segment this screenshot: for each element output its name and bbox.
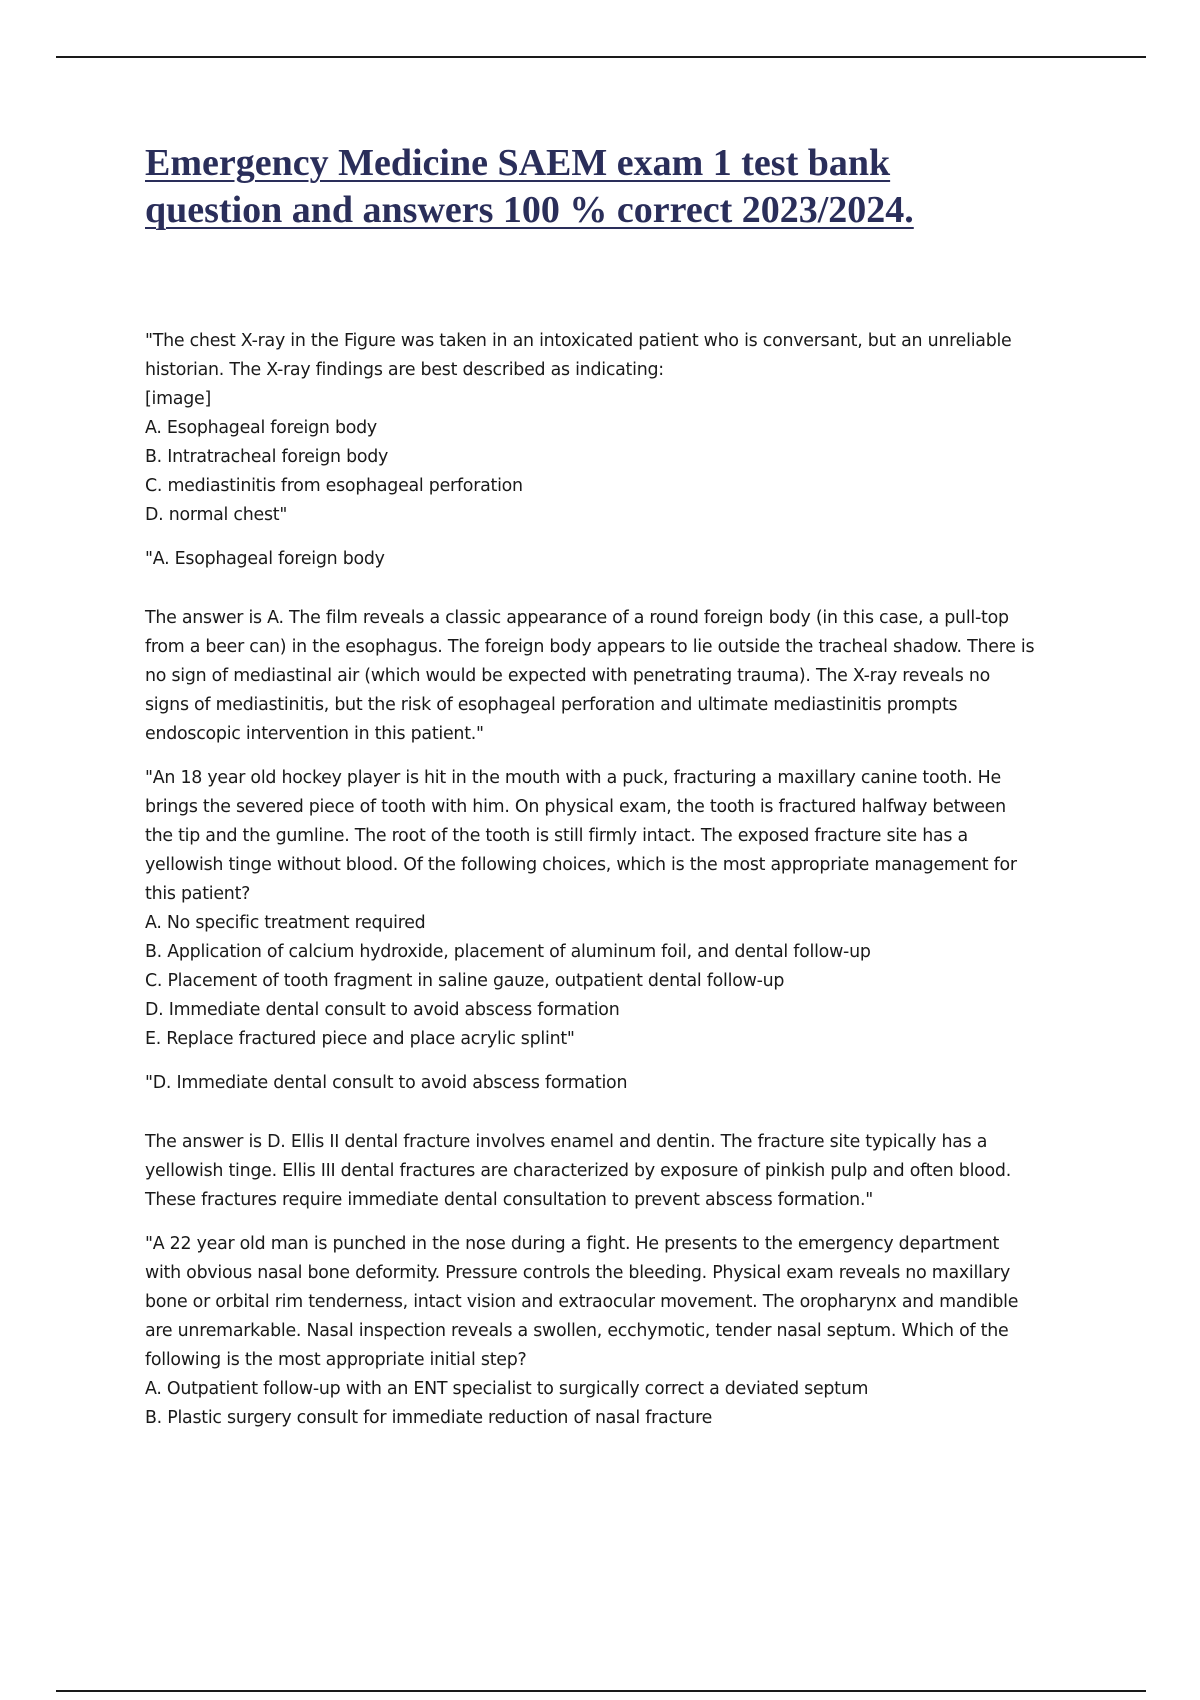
answer-explanation — [145, 1128, 1095, 1215]
explanation-line: The answer is A. The film reveals a classic appearance of a round foreign body (in this case, a pull-top — [145, 608, 1009, 628]
explanation-line: yellowish tinge. Ellis III dental fractures are characterized by exposure of pinkish pulp and often blood. — [145, 1161, 1011, 1181]
answer-option: B. Application of calcium hydroxide, placement of aluminum foil, and dental follow-up — [145, 942, 871, 962]
question-stem-line: "A 22 year old man is punched in the nose during a fight. He presents to the emergency department — [145, 1234, 1000, 1254]
explanation-line: from a beer can) in the esophagus. The foreign body appears to lie outside the tracheal shadow. There is — [145, 637, 1035, 657]
question-1 — [145, 327, 1095, 530]
image-placeholder: [image] — [145, 389, 211, 409]
correct-answer: "D. Immediate dental consult to avoid abscess formation — [145, 1073, 628, 1093]
question-stem-line: are unremarkable. Nasal inspection reveals a swollen, ecchymotic, tender nasal septum. Which of the — [145, 1321, 1009, 1341]
explanation-line: The answer is D. Ellis II dental fracture involves enamel and dentin. The fracture site typically has a — [145, 1132, 988, 1152]
title-line-2: question and answers 100 % correct 2023/2024. — [145, 189, 914, 231]
answer-explanation — [145, 604, 1095, 749]
answer-option: A. Outpatient follow-up with an ENT specialist to surgically correct a deviated septum — [145, 1379, 869, 1399]
correct-answer: "A. Esophageal foreign body — [145, 549, 385, 569]
question-3 — [145, 1230, 1095, 1433]
answer-option: C. Placement of tooth fragment in saline gauze, outpatient dental follow-up — [145, 971, 785, 991]
answer-option: D. Immediate dental consult to avoid abscess formation — [145, 1000, 620, 1020]
question-stem-line: bone or orbital rim tenderness, intact vision and extraocular movement. The oropharynx and mandible — [145, 1292, 1019, 1312]
title-line-1: Emergency Medicine SAEM exam 1 test bank — [145, 142, 891, 184]
explanation-line: signs of mediastinitis, but the risk of esophageal perforation and ultimate mediastinitis prompts — [145, 695, 958, 715]
document-title — [145, 140, 1105, 234]
document-body — [145, 327, 1095, 1433]
answer-option: A. No specific treatment required — [145, 913, 426, 933]
answer-option: D. normal chest" — [145, 505, 288, 525]
answer-option: C. mediastinitis from esophageal perforation — [145, 476, 523, 496]
question-stem-line: with obvious nasal bone deformity. Pressure controls the bleeding. Physical exam reveals no maxillary — [145, 1263, 1010, 1283]
answer-option: B. Intratracheal foreign body — [145, 447, 389, 467]
question-stem-line: this patient? — [145, 884, 251, 904]
question-stem-line: "An 18 year old hockey player is hit in the mouth with a puck, fracturing a maxillary canine tooth. He — [145, 768, 1001, 788]
answer-option: B. Plastic surgery consult for immediate reduction of nasal fracture — [145, 1408, 713, 1428]
explanation-line: These fractures require immediate dental consultation to prevent abscess formation." — [145, 1190, 873, 1210]
question-stem-line: the tip and the gumline. The root of the tooth is still firmly intact. The exposed fracture site has a — [145, 826, 968, 846]
answer-option: A. Esophageal foreign body — [145, 418, 377, 438]
question-stem-line: yellowish tinge without blood. Of the following choices, which is the most appropriate management for — [145, 855, 1017, 875]
question-stem-line: historian. The X-ray findings are best described as indicating: — [145, 360, 664, 380]
question-stem-line: brings the severed piece of tooth with him. On physical exam, the tooth is fractured halfway between — [145, 797, 1006, 817]
answer-option: E. Replace fractured piece and place acrylic splint" — [145, 1029, 575, 1049]
explanation-line: endoscopic intervention in this patient." — [145, 724, 484, 744]
header-rule — [56, 56, 1146, 58]
explanation-line: no sign of mediastinal air (which would be expected with penetrating trauma). The X-ray reveals no — [145, 666, 990, 686]
question-stem-line: following is the most appropriate initial step? — [145, 1350, 527, 1370]
footer-rule — [56, 1690, 1146, 1692]
question-2 — [145, 764, 1095, 1054]
question-stem-line: "The chest X-ray in the Figure was taken in an intoxicated patient who is conversant, but an unreliable — [145, 331, 1012, 351]
